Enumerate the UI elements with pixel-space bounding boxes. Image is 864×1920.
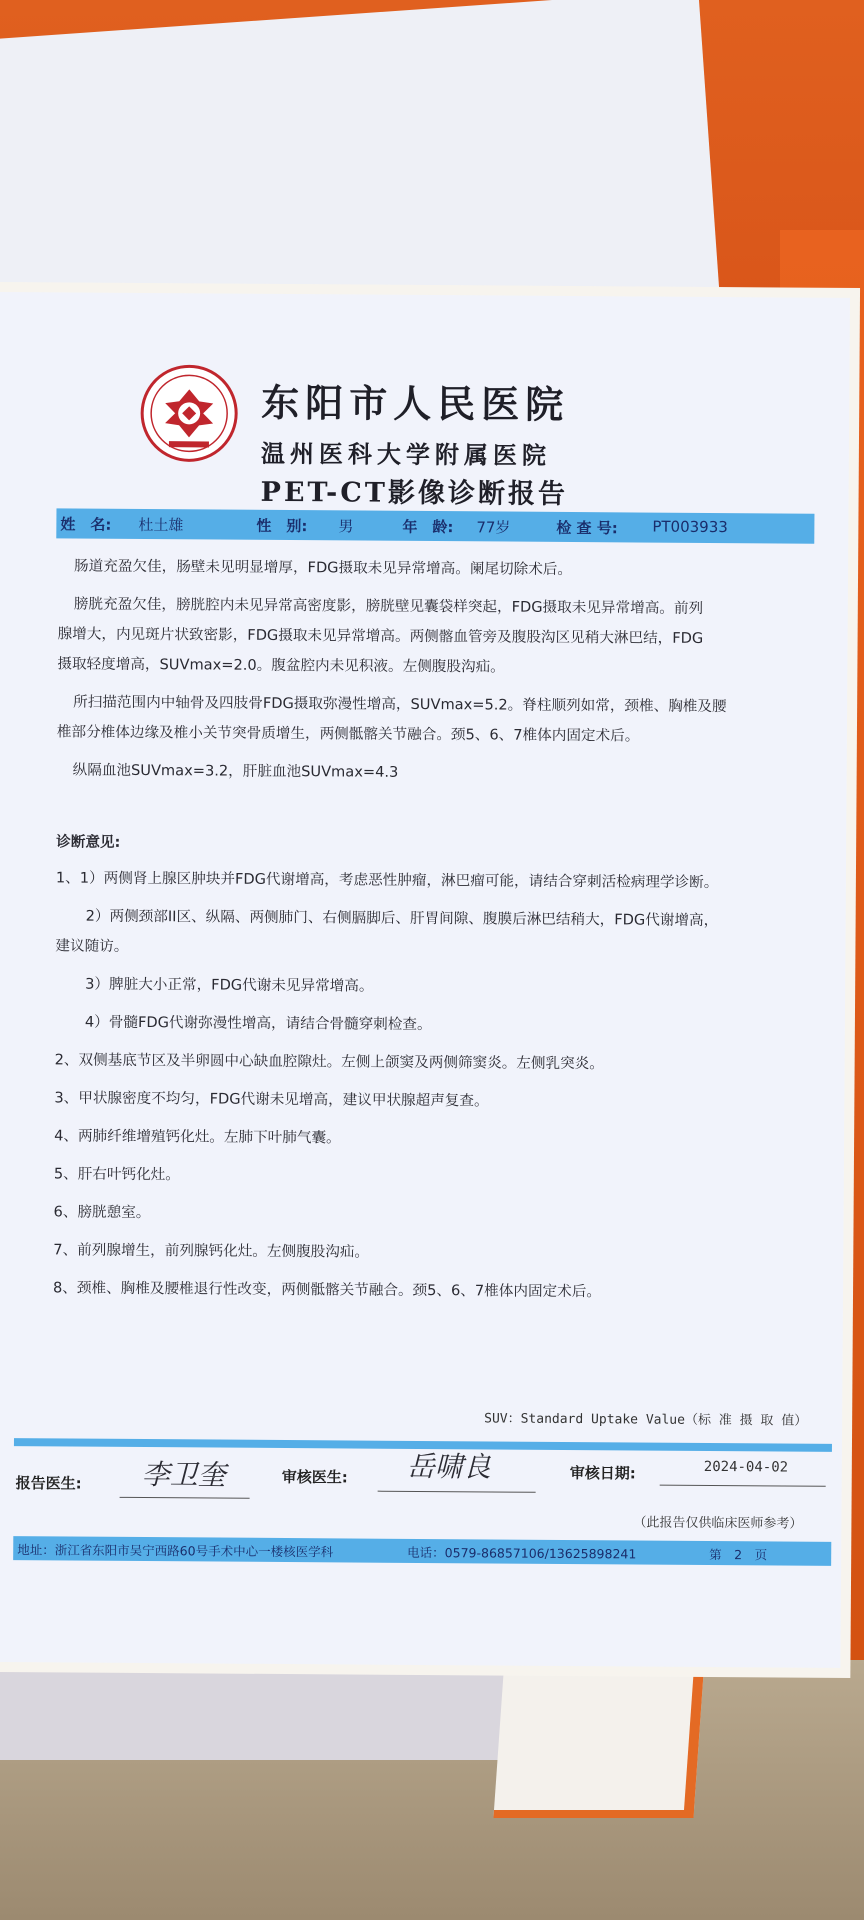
background-paper — [0, 0, 719, 339]
footer-phone: 电话：0579-86857106/13625898241 — [407, 1544, 637, 1562]
diagnosis-heading: 诊断意见: — [56, 833, 121, 851]
patient-name: 杜土雄 — [138, 515, 184, 535]
diagnosis-item: 5、肝右叶钙化灶。 — [53, 1165, 180, 1184]
diagnosis-item: 2、双侧基底节区及半卵圆中心缺血腔隙灶。左侧上颌窦及两侧筛窦炎。左侧乳突炎。 — [54, 1051, 604, 1073]
hospital-affiliation: 温州医科大学附属医院 — [260, 438, 551, 470]
age-label: 年 龄: — [402, 517, 454, 537]
page-number: 第 2 页 — [709, 1546, 768, 1563]
findings-line: 摄取轻度增高，SUVmax=2.0。腹盆腔内未见积液。左侧腹股沟疝。 — [57, 655, 505, 676]
diagnosis-item: 3）脾脏大小正常，FDG代谢未见异常增高。 — [85, 975, 374, 995]
diagnosis-item: 3、甲状腺密度不均匀，FDG代谢未见增高，建议甲状腺超声复查。 — [54, 1089, 489, 1110]
footer-address: 地址：浙江省东阳市吴宁西路60号手术中心一楼核医学科 — [17, 1542, 334, 1560]
exam-no-label: 检 查 号: — [556, 518, 618, 538]
findings-line: 膀胱充盈欠佳，膀胱腔内未见异常高密度影，膀胱壁见囊袋样突起，FDG摄取未见异常增高。前列 — [73, 595, 704, 617]
diagnosis-item: 1、1）两侧肾上腺区肿块并FDG代谢增高，考虑恶性肿瘤，淋巴瘤可能，请结合穿刺活检病理学诊断。 — [55, 869, 719, 892]
reviewer-label: 审核医生: — [281, 1467, 348, 1487]
findings-line: 肠道充盈欠佳，肠壁未见明显增厚，FDG摄取未见异常增高。阑尾切除术后。 — [74, 557, 573, 579]
report-title: PET-CT影像诊断报告 — [260, 476, 569, 510]
diagnosis-item: 2）两侧颈部II区、纵隔、两侧肺门、右侧膈脚后、肝胃间隙、腹膜后淋巴结稍大，FDG代谢增高， — [85, 907, 719, 930]
report-sheet — [0, 292, 850, 1668]
findings-line: 椎部分椎体边缘及椎小关节突骨质增生，两侧骶髂关节融合。颈5、6、7椎体内固定术后。 — [56, 723, 640, 745]
diagnosis-item: 7、前列腺增生，前列腺钙化灶。左侧腹股沟疝。 — [53, 1241, 370, 1261]
patient-age: 77岁 — [476, 518, 511, 537]
diagnosis-item: 6、膀胱憩室。 — [53, 1203, 151, 1222]
suv-note: SUV：Standard Uptake Value（标 准 摄 取 值） — [484, 1411, 808, 1429]
reviewer-sig-line — [378, 1491, 536, 1493]
diagnosis-item: 4）骨髓FDG代谢弥漫性增高，请结合骨髓穿刺检查。 — [84, 1013, 432, 1034]
patient-info-bar — [56, 508, 814, 543]
diagnosis-item: 8、颈椎、胸椎及腰椎退行性改变，两侧骶髂关节融合。颈5、6、7椎体内固定术后。 — [52, 1279, 602, 1301]
hospital-logo-icon — [139, 363, 240, 464]
diagnosis-item: 建议随访。 — [55, 937, 129, 955]
findings-line: 腺增大，内见斑片状致密影，FDG摄取未见异常增高。两侧髂血管旁及腹股沟区见稍大淋巴结，FDG — [57, 625, 704, 647]
findings-line: 纵隔血池SUVmax=3.2，肝脏血池SUVmax=4.3 — [72, 761, 399, 781]
disclaimer: （此报告仅供临床医师参考） — [633, 1515, 803, 1532]
sex-label: 性 别: — [256, 516, 308, 536]
review-date-label: 审核日期: — [569, 1464, 636, 1483]
patient-sex: 男 — [338, 517, 354, 536]
reporter-label: 报告医生: — [15, 1474, 82, 1493]
exam-number: PT003933 — [652, 517, 728, 537]
name-label: 姓 名: — [60, 515, 112, 534]
reporter-sig-line — [120, 1497, 250, 1499]
footer-bar — [13, 1536, 831, 1566]
findings-line: 所扫描范围内中轴骨及四肢骨FDG摄取弥漫性增高，SUVmax=5.2。脊柱顺列如常，颈椎、胸椎及腰 — [73, 693, 727, 716]
diagnosis-item: 4、两肺纤维增殖钙化灶。左肺下叶肺气囊。 — [54, 1127, 341, 1147]
review-date-line — [660, 1485, 826, 1487]
hospital-name: 东阳市人民医院 — [261, 379, 570, 427]
reporter-signature: 李卫奎 — [141, 1458, 226, 1492]
review-date: 2024-04-02 — [703, 1458, 789, 1476]
reviewer-signature: 岳啸良 — [406, 1449, 491, 1484]
